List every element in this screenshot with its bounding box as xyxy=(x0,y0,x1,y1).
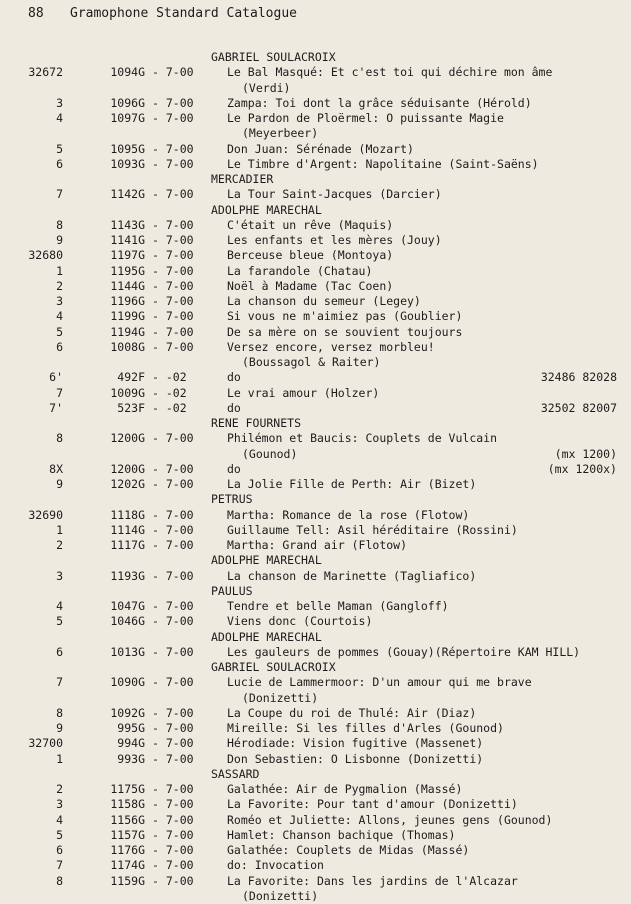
record-title: Martha: Romance de la rose (Flotow) xyxy=(227,507,470,522)
matrix-number: 1200G xyxy=(110,431,145,446)
catalogue-entry xyxy=(0,309,631,324)
matrix-number: 1013G xyxy=(110,644,145,659)
catalogue-entry xyxy=(0,248,631,263)
catalogue-entry xyxy=(0,797,631,812)
matrix-number: 1144G xyxy=(110,278,145,293)
catalogue-entry xyxy=(0,721,631,736)
catalogue-entry xyxy=(0,599,631,614)
record-title: Tendre et belle Maman (Gangloff) xyxy=(227,599,449,613)
record-title: do xyxy=(227,370,241,385)
record-title: La farandole (Chatau) xyxy=(227,263,373,278)
matrix-number: 1193G xyxy=(110,568,145,583)
record-title: La Favorite: Pour tant d'amour (Donizetti) xyxy=(227,797,518,812)
matrix-number: 1194G xyxy=(110,324,145,339)
record-title: Si vous ne m'aimiez pas (Goublier) xyxy=(227,309,463,324)
catalogue-entry xyxy=(0,874,631,889)
price: - 7-00 xyxy=(152,873,194,888)
catalogue-entry xyxy=(0,142,631,157)
matrix-number: 1047G xyxy=(110,599,145,613)
matrix-number: 1156G xyxy=(110,812,145,827)
matrix-number: 523F xyxy=(117,400,145,415)
record-title: De sa mère on se souvient toujours xyxy=(227,324,463,339)
price: - 7-00 xyxy=(152,156,194,171)
artist-name: ADOLPHE MARECHAL xyxy=(211,202,322,217)
artist-name: PETRUS xyxy=(211,492,253,507)
catalogue-entry xyxy=(0,65,631,80)
record-title: Hérodiade: Vision fugitive (Massenet) xyxy=(227,736,484,751)
catalogue-entry xyxy=(0,218,631,233)
record-title: Les gauleurs de pommes (Gouay)(Répertoire KAM HILL) xyxy=(227,644,581,659)
catalogue-entry xyxy=(0,294,631,309)
price: - 7-00 xyxy=(152,797,194,812)
catalogue-entry xyxy=(0,706,631,721)
matrix-number: 1176G xyxy=(110,843,145,857)
catalogue-entry xyxy=(0,782,631,797)
catalogue-entry xyxy=(0,279,631,294)
catalogue-entry xyxy=(0,858,631,873)
record-title: La Coupe du roi de Thulé: Air (Diaz) xyxy=(227,705,477,720)
catalogue-number: 3 xyxy=(56,568,63,583)
artist-heading xyxy=(0,203,631,218)
catalogue-entry xyxy=(0,111,631,126)
composer-continuation: (Donizetti) xyxy=(242,888,319,903)
catalogue-entry xyxy=(0,431,631,446)
record-title: Hamlet: Chanson bachique (Thomas) xyxy=(227,827,456,842)
price: - 7-00 xyxy=(152,507,194,522)
matrix-number: 1092G xyxy=(110,705,145,720)
catalogue-entry xyxy=(0,462,631,477)
catalogue-title: Gramophone Standard Catalogue xyxy=(70,6,297,21)
catalogue-number: 6 xyxy=(56,339,63,354)
artist-heading xyxy=(0,172,631,187)
price: - 7-00 xyxy=(152,217,194,232)
catalogue-entry xyxy=(0,569,631,584)
artist-name: RENE FOURNETS xyxy=(211,416,302,430)
catalogue-entry xyxy=(0,477,631,492)
catalogue-entry xyxy=(0,538,631,553)
catalogue-entry xyxy=(0,752,631,767)
artist-heading xyxy=(0,767,631,782)
artist-name: ADOLPHE MARECHAL xyxy=(211,553,322,568)
matrix-number: 1094G xyxy=(110,65,145,80)
price: - 7-00 xyxy=(152,461,194,476)
artist-heading xyxy=(0,50,631,65)
matrix-number: 1202G xyxy=(110,477,145,491)
matrix-number: 993G xyxy=(117,751,145,766)
catalogue-entry xyxy=(0,233,631,248)
catalogue-number: 6 xyxy=(56,644,63,659)
catalogue-listing xyxy=(0,50,631,904)
price: - 7-00 xyxy=(152,843,194,857)
entry-continuation xyxy=(0,81,631,96)
catalogue-number: 32700 xyxy=(28,736,63,751)
entry-continuation xyxy=(0,447,631,462)
record-title: Le Pardon de Ploërmel: O puissante Magie xyxy=(227,111,504,125)
record-title: Guillaume Tell: Asil héréditaire (Rossini) xyxy=(227,522,518,537)
record-title: do xyxy=(227,461,241,476)
price: - 7-00 xyxy=(152,751,194,766)
record-title: Mireille: Si les filles d'Arles (Gounod) xyxy=(227,721,504,735)
catalogue-number: 5 xyxy=(56,141,63,156)
catalogue-number: 4 xyxy=(56,309,63,324)
page-header xyxy=(28,6,297,22)
catalogue-number: 4 xyxy=(56,812,63,827)
matrix-number: 1157G xyxy=(110,827,145,842)
artist-name: ADOLPHE MARECHAL xyxy=(211,629,322,644)
catalogue-number: 2 xyxy=(56,538,63,552)
catalogue-number: 8 xyxy=(56,431,63,446)
price: - 7-00 xyxy=(152,141,194,156)
catalogue-number: 5 xyxy=(56,827,63,842)
price: - 7-00 xyxy=(152,95,194,110)
price: - -02 xyxy=(152,370,187,385)
price: - 7-00 xyxy=(152,431,194,446)
catalogue-number: 8 xyxy=(56,873,63,888)
matrix-number: 1090G xyxy=(110,675,145,690)
matrix-number: 1175G xyxy=(110,782,145,796)
price: - 7-00 xyxy=(152,309,194,324)
composer-continuation: (Meyerbeer) xyxy=(242,126,319,141)
catalogue-number: 8 xyxy=(56,217,63,232)
catalogue-entry xyxy=(0,401,631,416)
record-title: Lucie de Lammermoor: D'un amour qui me brave xyxy=(227,675,532,690)
catalogue-number: 32690 xyxy=(28,507,63,522)
matrix-number: 1114G xyxy=(110,522,145,537)
matrix-number: 1195G xyxy=(110,263,145,278)
matrix-number: 995G xyxy=(117,721,145,735)
record-title: Don Juan: Sérénade (Mozart) xyxy=(227,141,414,156)
matrix-number: 1095G xyxy=(110,141,145,156)
entry-continuation xyxy=(0,126,631,141)
price: - 7-00 xyxy=(152,721,194,735)
page-number: 88 xyxy=(28,6,44,21)
price: - 7-00 xyxy=(152,187,194,202)
matrix-number: 1096G xyxy=(110,95,145,110)
matrix-number: 1199G xyxy=(110,309,145,324)
catalogue-entry xyxy=(0,843,631,858)
record-title: Le Bal Masqué: Et c'est toi qui déchire mon âme xyxy=(227,65,553,80)
catalogue-number: 7 xyxy=(56,675,63,690)
artist-name: PAULUS xyxy=(211,583,253,598)
catalogue-number: 32672 xyxy=(28,65,63,80)
catalogue-number: 6 xyxy=(56,843,63,857)
catalogue-entry xyxy=(0,523,631,538)
price: - 7-00 xyxy=(152,675,194,690)
record-title: La chanson du semeur (Legey) xyxy=(227,294,421,308)
catalogue-entry xyxy=(0,614,631,629)
price: - 7-00 xyxy=(152,248,194,263)
record-title: Viens donc (Courtois) xyxy=(227,614,373,629)
composer-continuation: (Donizetti) xyxy=(242,690,319,705)
price: - 7-00 xyxy=(152,599,194,613)
catalogue-number: 4 xyxy=(56,111,63,125)
matrix-number: 1117G xyxy=(110,538,145,552)
record-title: La chanson de Marinette (Tagliafico) xyxy=(227,568,477,583)
catalogue-number: 8 xyxy=(56,705,63,720)
catalogue-entry xyxy=(0,96,631,111)
price: - 7-00 xyxy=(152,65,194,80)
entry-continuation xyxy=(0,355,631,370)
price: - 7-00 xyxy=(152,644,194,659)
artist-name: GABRIEL SOULACROIX xyxy=(211,660,336,674)
cross-reference: (mx 1200x) xyxy=(547,461,617,476)
price: - 7-00 xyxy=(152,522,194,537)
price: - 7-00 xyxy=(152,858,194,873)
catalogue-entry xyxy=(0,187,631,202)
matrix-number: 1097G xyxy=(110,111,145,125)
matrix-number: 1046G xyxy=(110,614,145,629)
matrix-number: 1143G xyxy=(110,217,145,232)
price: - 7-00 xyxy=(152,324,194,339)
matrix-number: 1009G xyxy=(110,385,145,400)
price: - 7-00 xyxy=(152,477,194,491)
matrix-number: 1142G xyxy=(110,187,145,202)
matrix-number: 1141G xyxy=(110,233,145,247)
catalogue-number: 9 xyxy=(56,233,63,247)
composer-continuation: (Gounod) xyxy=(242,446,298,461)
price: - 7-00 xyxy=(152,614,194,629)
catalogue-number: 9 xyxy=(56,477,63,491)
matrix-number: 1118G xyxy=(110,507,145,522)
price: - 7-00 xyxy=(152,263,194,278)
catalogue-number: 7' xyxy=(49,400,63,415)
catalogue-entry xyxy=(0,508,631,523)
price: - -02 xyxy=(152,385,187,400)
catalogue-number: 1 xyxy=(56,751,63,766)
artist-heading xyxy=(0,553,631,568)
catalogue-number: 4 xyxy=(56,599,63,613)
catalogue-entry xyxy=(0,645,631,660)
catalogue-number: 2 xyxy=(56,782,63,796)
record-title: Zampa: Toi dont la grâce séduisante (Hérold) xyxy=(227,95,532,110)
catalogue-number: 1 xyxy=(56,263,63,278)
artist-heading xyxy=(0,416,631,431)
record-title: Galathée: Air de Pygmalion (Massé) xyxy=(227,782,463,796)
catalogue-number: 32680 xyxy=(28,248,63,263)
record-title: Roméo et Juliette: Allons, jeunes gens (Gounod) xyxy=(227,812,553,827)
catalogue-entry xyxy=(0,325,631,340)
record-title: Versez encore, versez morbleu! xyxy=(227,339,435,354)
matrix-number: 994G xyxy=(117,736,145,751)
matrix-number: 1196G xyxy=(110,294,145,308)
price: - 7-00 xyxy=(152,827,194,842)
catalogue-number: 3 xyxy=(56,294,63,308)
entry-continuation xyxy=(0,889,631,904)
matrix-number: 1197G xyxy=(110,248,145,263)
cross-reference: 32486 82028 xyxy=(540,370,617,385)
artist-name: MERCADIER xyxy=(211,172,274,186)
catalogue-number: 6 xyxy=(56,156,63,171)
price: - 7-00 xyxy=(152,538,194,552)
composer-continuation: (Boussagol & Raiter) xyxy=(242,355,381,369)
catalogue-number: 5 xyxy=(56,324,63,339)
catalogue-entry xyxy=(0,370,631,385)
price: - 7-00 xyxy=(152,705,194,720)
artist-name: GABRIEL SOULACROIX xyxy=(211,50,336,64)
artist-heading xyxy=(0,660,631,675)
artist-heading xyxy=(0,584,631,599)
catalogue-number: 6' xyxy=(49,370,63,385)
price: - 7-00 xyxy=(152,278,194,293)
catalogue-number: 1 xyxy=(56,522,63,537)
matrix-number: 1200G xyxy=(110,461,145,476)
record-title: Galathée: Couplets de Midas (Massé) xyxy=(227,843,470,857)
entry-continuation xyxy=(0,691,631,706)
artist-heading xyxy=(0,492,631,507)
record-title: C'était un rêve (Maquis) xyxy=(227,217,394,232)
catalogue-entry xyxy=(0,264,631,279)
record-title: Les enfants et les mères (Jouy) xyxy=(227,233,442,247)
catalogue-number: 5 xyxy=(56,614,63,629)
artist-heading xyxy=(0,630,631,645)
price: - 7-00 xyxy=(152,736,194,751)
price: - 7-00 xyxy=(152,111,194,125)
catalogue-number: 7 xyxy=(56,187,63,202)
record-title: Berceuse bleue (Montoya) xyxy=(227,248,394,263)
record-title: La Jolie Fille de Perth: Air (Bizet) xyxy=(227,477,477,491)
price: - -02 xyxy=(152,400,187,415)
catalogue-entry xyxy=(0,386,631,401)
record-title: Le Timbre d'Argent: Napolitaine (Saint-Saëns) xyxy=(227,156,539,171)
cross-reference: 32502 82007 xyxy=(540,400,617,415)
record-title: do: Invocation xyxy=(227,858,324,873)
catalogue-entry xyxy=(0,157,631,172)
catalogue-number: 7 xyxy=(56,385,63,400)
record-title: Don Sebastien: O Lisbonne (Donizetti) xyxy=(227,751,484,766)
record-title: Philémon et Baucis: Couplets de Vulcain xyxy=(227,431,498,446)
matrix-number: 1008G xyxy=(110,339,145,354)
catalogue-number: 7 xyxy=(56,858,63,873)
record-title: Martha: Grand air (Flotow) xyxy=(227,538,408,552)
catalogue-number: 3 xyxy=(56,95,63,110)
matrix-number: 1159G xyxy=(110,873,145,888)
matrix-number: 1158G xyxy=(110,797,145,812)
record-title: La Tour Saint-Jacques (Darcier) xyxy=(227,187,442,202)
price: - 7-00 xyxy=(152,782,194,796)
cross-reference: (mx 1200) xyxy=(554,446,617,461)
price: - 7-00 xyxy=(152,812,194,827)
record-title: do xyxy=(227,400,241,415)
composer-continuation: (Verdi) xyxy=(242,80,291,95)
catalogue-number: 3 xyxy=(56,797,63,812)
matrix-number: 492F xyxy=(117,370,145,385)
catalogue-entry xyxy=(0,340,631,355)
record-title: Le vrai amour (Holzer) xyxy=(227,385,380,400)
matrix-number: 1174G xyxy=(110,858,145,873)
price: - 7-00 xyxy=(152,294,194,308)
artist-name: SASSARD xyxy=(211,766,260,781)
catalogue-entry xyxy=(0,675,631,690)
price: - 7-00 xyxy=(152,568,194,583)
catalogue-number: 9 xyxy=(56,721,63,735)
price: - 7-00 xyxy=(152,233,194,247)
record-title: La Favorite: Dans les jardins de l'Alcazar xyxy=(227,873,518,888)
record-title: Noël à Madame (Tac Coen) xyxy=(227,278,394,293)
catalogue-entry xyxy=(0,828,631,843)
price: - 7-00 xyxy=(152,339,194,354)
catalogue-number: 2 xyxy=(56,278,63,293)
catalogue-entry xyxy=(0,813,631,828)
matrix-number: 1093G xyxy=(110,156,145,171)
catalogue-entry xyxy=(0,736,631,751)
catalogue-number: 8X xyxy=(49,461,63,476)
